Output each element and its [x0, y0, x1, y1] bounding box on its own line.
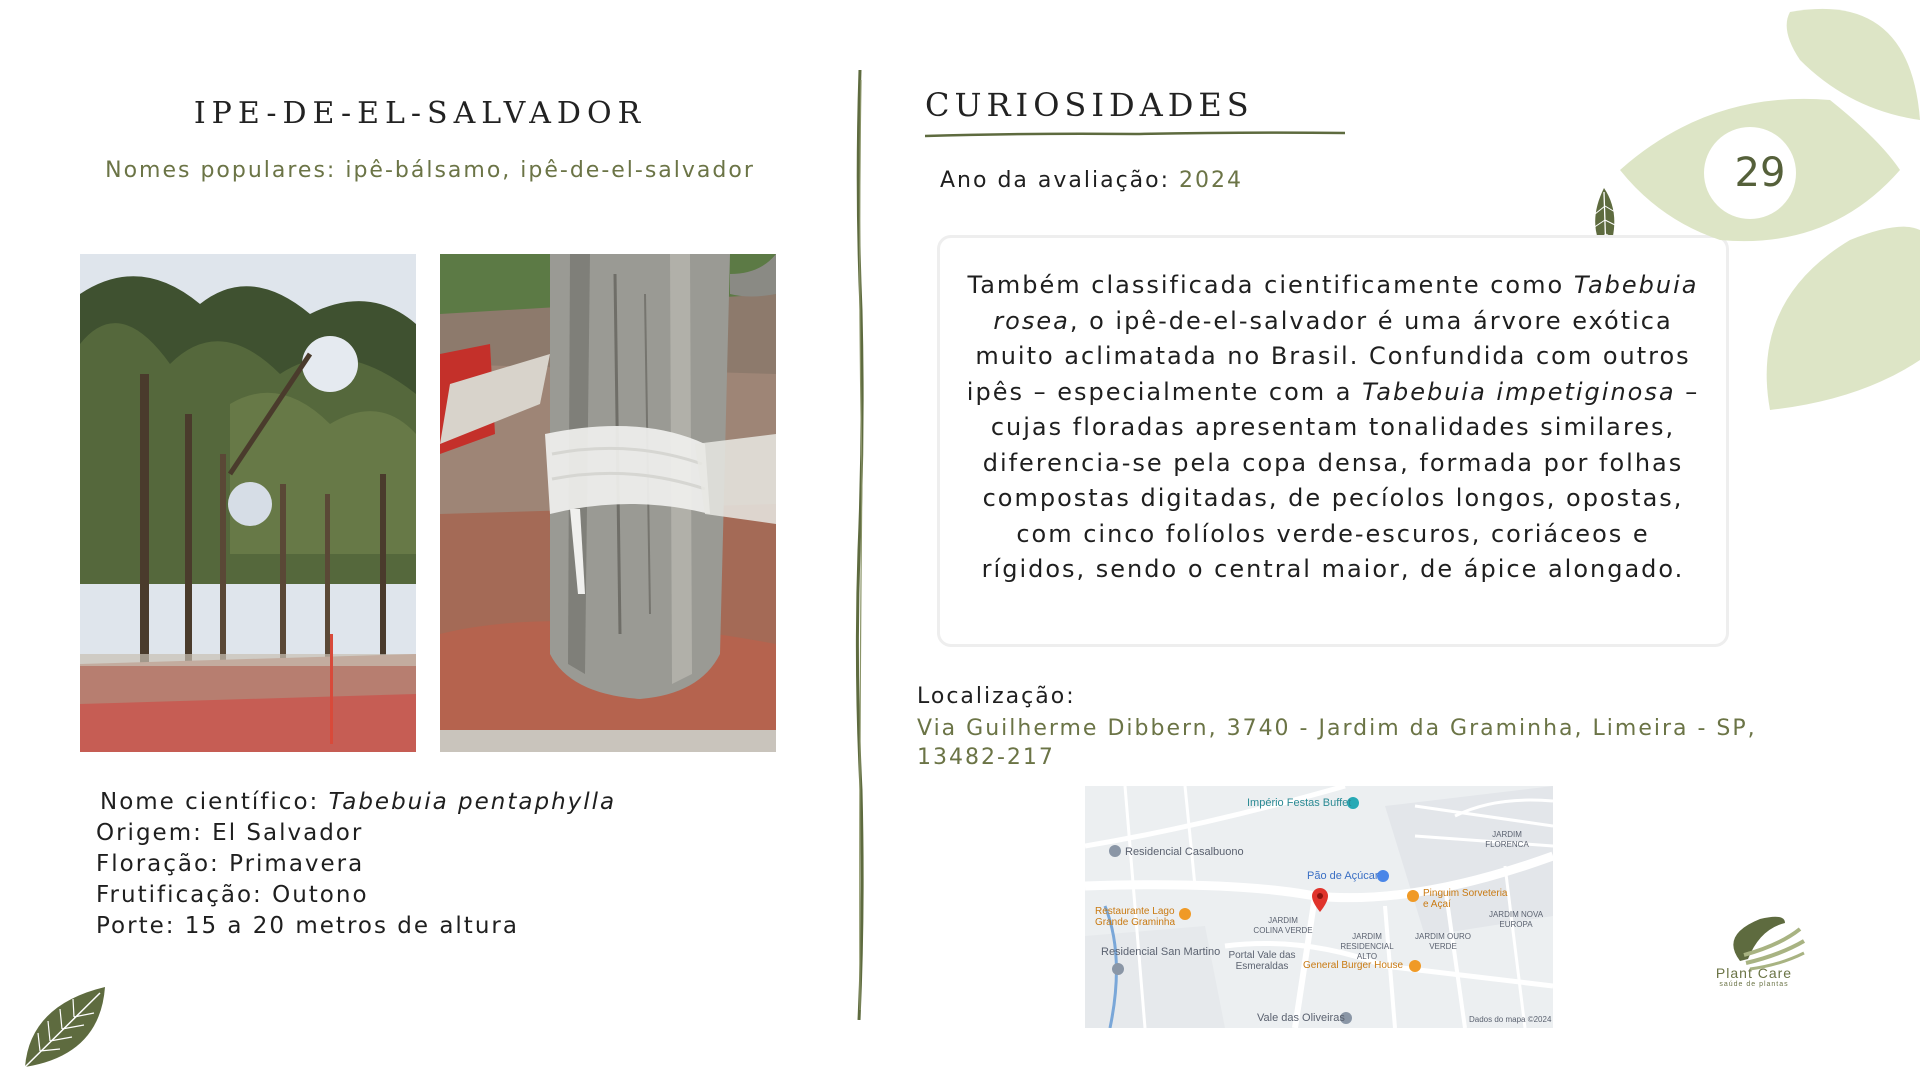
- map-copyright: Dados do mapa ©2024: [1469, 1015, 1552, 1024]
- scientific-name: Tabebuia pentaphylla: [328, 789, 617, 815]
- evaluation-year-value: 2024: [1179, 168, 1244, 193]
- brand-name: Plant Care: [1715, 965, 1793, 981]
- map-label-oliveiras: Vale das Oliveiras: [1257, 1012, 1345, 1024]
- trees-photo-image: [80, 254, 416, 752]
- map-label-burger: General Burger House: [1303, 960, 1404, 971]
- map-label-florenca: JARDIM FLORENCA: [1485, 830, 1529, 849]
- popular-names: Nomes populares: ipê-bálsamo, ipê-de-el-salvador: [105, 158, 755, 183]
- scientific-name-row: [96, 787, 616, 818]
- scientific-name-label: Nome científico:: [100, 789, 329, 815]
- map-label-esmeraldas: Portal Vale das Esmeraldas: [1228, 950, 1296, 972]
- leaf-decoration-icon: [20, 985, 110, 1070]
- map-label-nova-europa: JARDIM NOVA EUROPA: [1488, 910, 1544, 929]
- fruiting: Frutificação: Outono: [96, 882, 369, 908]
- origin: Origem: El Salvador: [96, 820, 364, 846]
- species-title: IPE-DE-EL-SALVADOR: [193, 96, 647, 131]
- curiosity-text-part: Também classificada cientificamente como: [967, 271, 1574, 299]
- location-label: Localização:: [917, 684, 1076, 709]
- tree-size: Porte: 15 a 20 metros de altura: [96, 913, 519, 939]
- curiosity-text-part: , o ipê-de-el-salvador é uma árvore exótica muito aclimatada no Brasil. Confundida com outros ipês – especialmente com a: [966, 306, 1691, 406]
- brand-tagline: saúde de plantas: [1719, 981, 1789, 988]
- location-address: Via Guilherme Dibbern, 3740 - Jardim da Graminha, Limeira - SP, 13482-217: [917, 716, 1757, 770]
- evaluation-year-label: Ano da avaliação:: [940, 168, 1180, 193]
- flowering: Floração: Primavera: [96, 851, 365, 877]
- map-label-colina: JARDIM COLINA VERDE: [1253, 916, 1313, 935]
- heading-underline: [925, 130, 1345, 140]
- decorative-leaves-icon: [1600, 0, 1920, 420]
- curiosity-species-impetiginosa: Tabebuia impetiginosa: [1362, 377, 1676, 406]
- map-label-lago: Restaurante Lago Grande Graminha: [1095, 906, 1176, 928]
- curiosity-species-rosea: Tabebuia rosea: [993, 271, 1699, 335]
- species-details: [96, 787, 616, 942]
- photo-trunk: [440, 254, 776, 752]
- location-map[interactable]: [1085, 786, 1553, 1028]
- page-divider: [850, 70, 870, 1020]
- map-label-imperio: Império Festas Buffet: [1247, 797, 1352, 809]
- curiosity-text: [960, 268, 1706, 588]
- map-label-casalbuono: Residencial Casalbuono: [1125, 846, 1244, 858]
- page-number: 29: [1734, 150, 1786, 196]
- photo-trees: [80, 254, 416, 752]
- map-label-pao: Pão de Açúcar: [1307, 870, 1379, 882]
- map-label-pinguim: Pinguim Sorveteria e Açaí: [1423, 888, 1508, 910]
- curiosities-heading: CURIOSIDADES: [925, 86, 1254, 124]
- map-label-residencial-alto: JARDIM RESIDENCIAL ALTO: [1340, 932, 1394, 961]
- map-label-ouro-verde: JARDIM OURO VERDE: [1415, 932, 1471, 951]
- map-label-san-martino: Residencial San Martino: [1101, 946, 1221, 958]
- curiosity-text-part: – cujas floradas apresentam tonalidades similares, diferencia-se pela copa densa, formada por folhas compostas digitadas, de pecíolos longos, opostas, com cinco folíolos verde-escuros, coriáceos e rígidos, sendo o central maior, de ápice alongado.: [981, 377, 1700, 583]
- trunk-photo-image: [440, 254, 776, 752]
- evaluation-year: [940, 168, 1243, 193]
